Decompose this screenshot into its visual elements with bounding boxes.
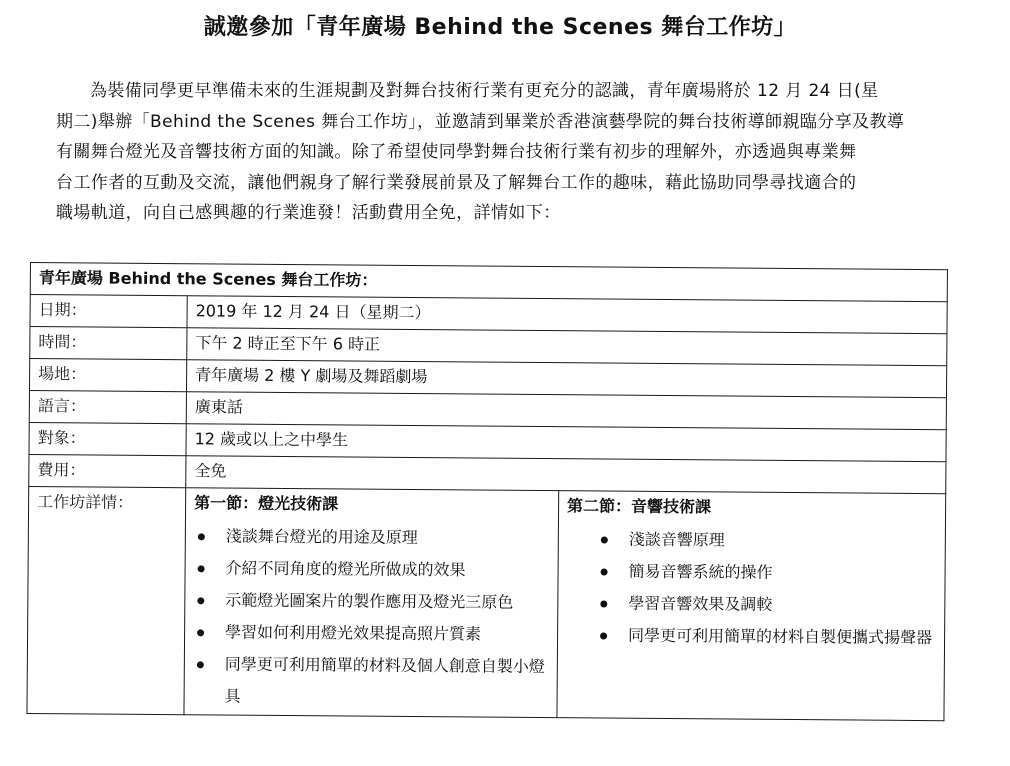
list-item: 淺談音響原理 [567,523,937,558]
list-item: 示範燈光圖案片的製作應用及燈光三原色 [193,584,549,619]
row-label: 時間： [30,327,187,360]
intro-line: 職場軌道，向自己感興趣的行業進發！活動費用全免，詳情如下： [56,203,561,223]
workshop-info-table [26,262,948,721]
row-value: 廣東話 [186,392,946,430]
row-label: 對象： [29,422,186,455]
intro-line: 為裝備同學更早準備未來的生涯規劃及對舞台技術行業有更充分的認識，青年廣場將於 12 月 24 日(星 [90,81,879,101]
list-item: 介紹不同角度的燈光所做成的效果 [193,552,549,587]
row-value: 2019 年 12 月 24 日（星期二） [187,296,947,334]
session-1-title: 第一節：燈光技術課 [194,493,339,514]
list-item: 學習音響效果及調較 [566,587,936,622]
row-label: 工作坊詳情： [27,486,186,714]
intro-paragraph [56,76,946,229]
session-2-cell [557,491,946,721]
list-item: 簡易音響系統的操作 [566,555,936,590]
row-value: 下午 2 時正至下午 6 時正 [187,328,947,366]
row-value: 全免 [186,456,946,494]
session-1-cell [184,488,559,718]
row-value: 12 歲或以上之中學生 [186,424,946,462]
row-label: 場地： [29,359,186,392]
list-item: 學習如何利用燈光效果提高照片質素 [193,616,549,651]
session-2-title: 第二節：音響技術課 [567,496,712,517]
table-header: 青年廣場 Behind the Scenes 舞台工作坊： [30,263,947,302]
list-item: 同學更可利用簡單的材料自製便攜式揚聲器 [566,619,936,654]
intro-line: 期二)舉辦「Behind the Scenes 舞台工作坊」，並邀請到畢業於香港演藝學院的舞台技術導師親臨分享及教導 [56,111,905,132]
session-1-list [192,520,549,715]
list-item: 淺談舞台燈光的用途及原理 [194,520,550,555]
intro-line: 有關舞台燈光及音響技術方面的知識。除了希望使同學對舞台技術行業有初步的理解外，亦透過與專業舞 [56,142,857,162]
list-item: 同學更可利用簡單的材料及個人創意自製小燈具 [192,648,548,715]
row-label: 費用： [29,454,186,487]
intro-line: 台工作者的互動及交流，讓他們親身了解行業發展前景及了解舞台工作的趣味，藉此協助同學尋找適合的 [56,172,857,193]
row-label: 語言： [29,390,186,423]
session-2-list [566,523,937,654]
document-title: 誠邀參加「青年廣場 Behind the Scenes 舞台工作坊」 [203,15,797,40]
row-value: 青年廣場 2 樓 Y 劇場及舞蹈劇場 [186,360,946,398]
table-row-details [27,486,946,720]
row-label: 日期： [30,295,187,328]
